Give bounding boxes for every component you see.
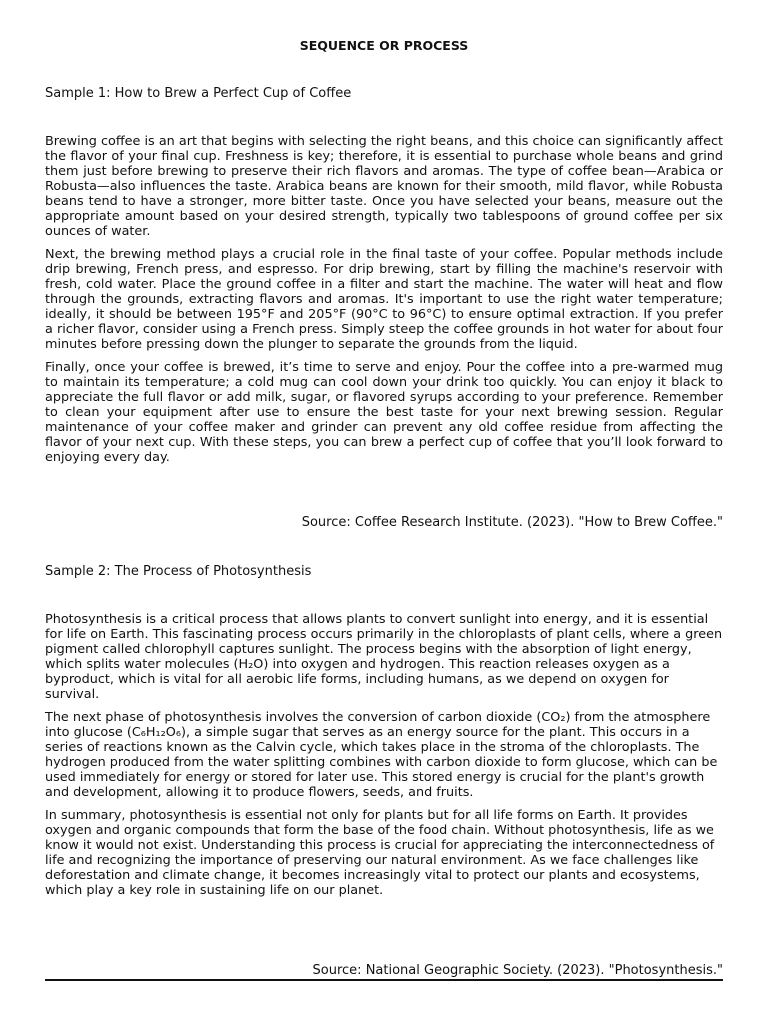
sample-1-source: Source: Coffee Research Institute. (2023). "How to Brew Coffee." [301, 515, 723, 530]
sample-1-paragraph-1: Brewing coffee is an art that begins with selecting the right beans, and this choice can significantly affect the flavor of your final cup. Freshness is key; therefore, it is essential to purchase whole beans and grind them just before brewing to preserve their rich flavors and aromas. The type of coffee bean—Arabica or Robusta—also influences the taste. Arabica beans are known for their smooth, mild flavor, while Robusta beans tend to have a stronger, more bitter taste. Once you have selected your beans, measure out the appropriate amount based on your desired strength, typically two tablespoons of ground coffee per six ounces of water. [45, 134, 723, 239]
bottom-divider [45, 979, 723, 981]
document-page [45, 0, 723, 1024]
sample-1-paragraph-2: Next, the brewing method plays a crucial role in the final taste of your coffee. Popular methods include drip brewing, French press, and espresso. For drip brewing, start by filling the machine's reservoir with fresh, cold water. Place the ground coffee in a filter and start the machine. The water will heat and flow through the grounds, extracting flavors and aromas. It's important to use the right water temperature; ideally, it should be between 195°F and 205°F (90°C to 96°C) to ensure optimal extraction. If you prefer a richer flavor, consider using a French press. Simply steep the coffee grounds in hot water for about four minutes before pressing down the plunger to separate the grounds from the liquid. [45, 247, 723, 352]
sample-1-paragraph-3: Finally, once your coffee is brewed, it’s time to serve and enjoy. Pour the coffee into a pre-warmed mug to maintain its temperature; a cold mug can cool down your drink too quickly. You can enjoy it black to appreciate the full flavor or add milk, sugar, or flavored syrups according to your preference. Remember to clean your equipment after use to ensure the best taste for your next brewing session. Regular maintenance of your coffee maker and grinder can prevent any old coffee residue from affecting the flavor of your next cup. With these steps, you can brew a perfect cup of coffee that you’ll look forward to enjoying every day. [45, 360, 723, 465]
sample-2-source: Source: National Geographic Society. (2023). "Photosynthesis." [312, 963, 723, 978]
sample-2-body [45, 612, 723, 906]
sample-2-heading: Sample 2: The Process of Photosynthesis [45, 564, 312, 579]
sample-2-paragraph-2: The next phase of photosynthesis involves the conversion of carbon dioxide (CO₂) from the atmosphere into glucose (C₆H₁₂O₆), a simple sugar that serves as an energy source for the plant. This occurs in a series of reactions known as the Calvin cycle, which takes place in the stroma of the chloroplasts. The hydrogen produced from the water splitting combines with carbon dioxide to form glucose, which can be used immediately for energy or stored for later use. This stored energy is crucial for the plant's growth and development, allowing it to produce flowers, seeds, and fruits. [45, 710, 718, 800]
sample-1-heading: Sample 1: How to Brew a Perfect Cup of Coffee [45, 86, 352, 101]
sample-2-paragraph-3: In summary, photosynthesis is essential not only for plants but for all life forms on Earth. It provides oxygen and organic compounds that form the base of the food chain. Without photosynthesis, life as we know it would not exist. Understanding this process is crucial for appreciating the interconnectedness of life and recognizing the importance of preserving our natural environment. As we face challenges like deforestation and climate change, it becomes increasingly vital to protect our plants and ecosystems, which play a key role in sustaining life on our planet. [45, 808, 715, 898]
document-title: SEQUENCE OR PROCESS [299, 38, 469, 53]
sample-2-paragraph-1: Photosynthesis is a critical process that allows plants to convert sunlight into energy, and it is essential for life on Earth. This fascinating process occurs primarily in the chloroplasts of plant cells, where a green pigment called chlorophyll captures sunlight. The process begins with the absorption of light energy, which splits water molecules (H₂O) into oxygen and hydrogen. This reaction releases oxygen as a byproduct, which is vital for all aerobic life forms, including humans, as we depend on oxygen for survival. [45, 612, 723, 702]
sample-1-body [45, 134, 723, 473]
